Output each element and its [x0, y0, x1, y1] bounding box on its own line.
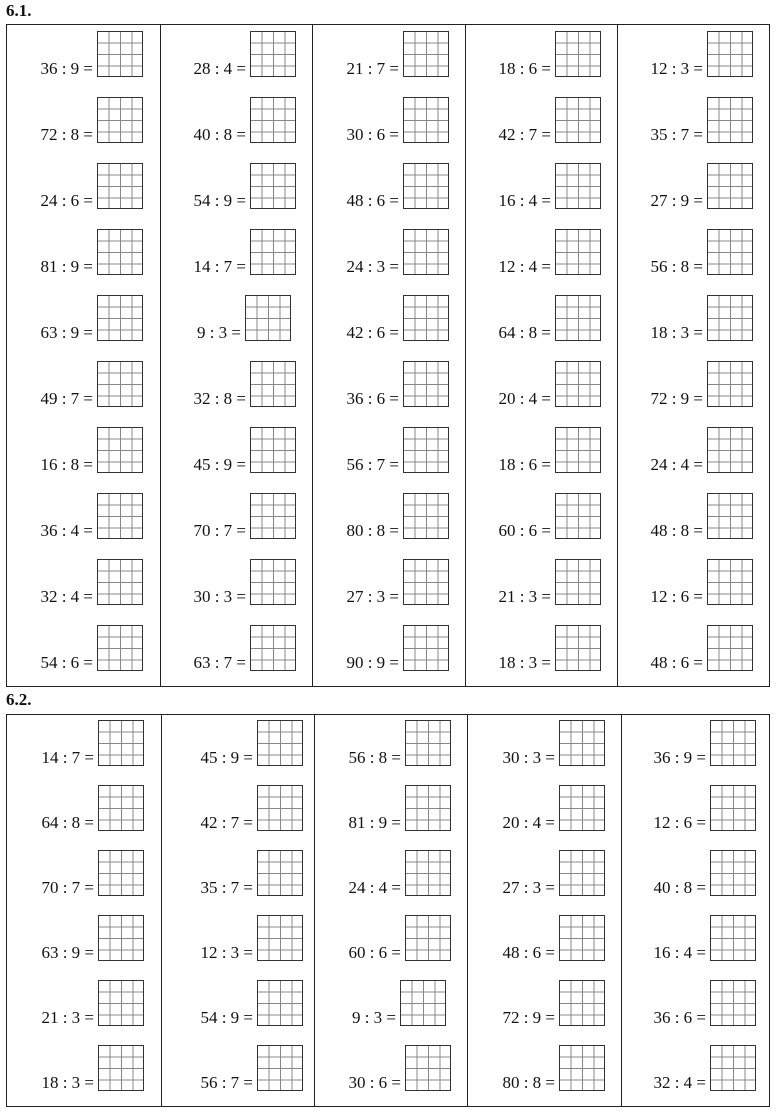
problem-6-2-c1-r1: [7, 720, 144, 770]
answer-grid-box[interactable]: [555, 427, 601, 473]
problem-6-1-c4-r2: [466, 97, 601, 147]
problem-6-2-c4-r1: [468, 720, 605, 770]
division-expression: 63 : 7 =: [193, 653, 246, 672]
answer-grid-box[interactable]: [403, 493, 449, 539]
answer-grid-box[interactable]: [257, 850, 303, 896]
column-2: [160, 25, 313, 686]
answer-grid-box[interactable]: [405, 915, 451, 961]
division-expression: 18 : 6 =: [498, 59, 551, 78]
answer-grid-box[interactable]: [97, 361, 143, 407]
answer-grid-box[interactable]: [555, 229, 601, 275]
division-expression: 72 : 9 =: [502, 1008, 555, 1027]
division-expression: 42 : 6 =: [346, 323, 399, 342]
problem-6-1-c3-r1: [313, 31, 449, 81]
answer-grid-box[interactable]: [707, 361, 753, 407]
division-expression: 36 : 9 =: [40, 59, 93, 78]
problem-6-1-c3-r10: [313, 625, 449, 675]
problem-6-1-c5-r8: [618, 493, 753, 543]
division-expression: 63 : 9 =: [40, 323, 93, 342]
answer-grid-box[interactable]: [250, 163, 296, 209]
division-expression: 24 : 3 =: [346, 257, 399, 276]
problem-6-2-c3-r3: [315, 850, 451, 900]
division-expression: 14 : 7 =: [193, 257, 246, 276]
answer-grid-box[interactable]: [97, 229, 143, 275]
division-expression: 32 : 8 =: [193, 389, 246, 408]
division-expression: 81 : 9 =: [348, 813, 401, 832]
answer-grid-box[interactable]: [707, 229, 753, 275]
answer-grid-box[interactable]: [707, 427, 753, 473]
answer-grid-box[interactable]: [403, 625, 449, 671]
division-expression: 56 : 8 =: [650, 257, 703, 276]
division-expression: 21 : 3 =: [41, 1008, 94, 1027]
answer-grid-box[interactable]: [257, 785, 303, 831]
division-expression: 63 : 9 =: [41, 943, 94, 962]
answer-grid-box[interactable]: [250, 625, 296, 671]
division-expression: 30 : 3 =: [193, 587, 246, 606]
problem-6-1-c4-r1: [466, 31, 601, 81]
problem-6-2-c5-r6: [622, 1045, 756, 1095]
answer-grid-box[interactable]: [403, 163, 449, 209]
division-expression: 36 : 9 =: [653, 748, 706, 767]
column-1: [7, 25, 160, 686]
division-expression: 45 : 9 =: [200, 748, 253, 767]
problem-6-2-c3-r2: [315, 785, 451, 835]
division-expression: 30 : 3 =: [502, 748, 555, 767]
problem-6-2-c1-r5: [7, 980, 144, 1030]
answer-grid-box[interactable]: [98, 1045, 144, 1091]
answer-grid-box[interactable]: [405, 785, 451, 831]
division-expression: 30 : 6 =: [346, 125, 399, 144]
problem-6-1-c2-r1: [161, 31, 296, 81]
problem-6-2-c5-r4: [622, 915, 756, 965]
problem-6-1-c3-r9: [313, 559, 449, 609]
division-expression: 21 : 3 =: [498, 587, 551, 606]
division-expression: 49 : 7 =: [40, 389, 93, 408]
answer-grid-box[interactable]: [559, 850, 605, 896]
division-expression: 70 : 7 =: [193, 521, 246, 540]
answer-grid-box[interactable]: [403, 427, 449, 473]
problem-6-1-c1-r9: [7, 559, 143, 609]
division-expression: 36 : 6 =: [653, 1008, 706, 1027]
division-expression: 12 : 6 =: [650, 587, 703, 606]
answer-grid-box[interactable]: [403, 229, 449, 275]
answer-grid-box[interactable]: [555, 493, 601, 539]
answer-grid-box[interactable]: [555, 295, 601, 341]
problem-6-2-c4-r5: [468, 980, 605, 1030]
division-expression: 36 : 6 =: [346, 389, 399, 408]
division-expression: 72 : 9 =: [650, 389, 703, 408]
answer-grid-box[interactable]: [555, 31, 601, 77]
answer-grid-box[interactable]: [97, 625, 143, 671]
problem-6-1-c2-r6: [161, 361, 296, 411]
division-expression: 16 : 4 =: [498, 191, 551, 210]
problem-6-1-c1-r5: [7, 295, 143, 345]
problem-6-1-c4-r6: [466, 361, 601, 411]
answer-grid-box[interactable]: [403, 97, 449, 143]
problem-grid-6-2: [6, 714, 770, 1107]
division-expression: 40 : 8 =: [193, 125, 246, 144]
problem-6-1-c5-r5: [618, 295, 753, 345]
division-expression: 72 : 8 =: [40, 125, 93, 144]
division-expression: 54 : 6 =: [40, 653, 93, 672]
answer-grid-box[interactable]: [403, 31, 449, 77]
problem-6-1-c1-r2: [7, 97, 143, 147]
column-1: [7, 715, 161, 1106]
division-expression: 18 : 6 =: [498, 455, 551, 474]
problem-6-2-c4-r3: [468, 850, 605, 900]
answer-grid-box[interactable]: [710, 1045, 756, 1091]
column-3: [312, 25, 466, 686]
division-expression: 40 : 8 =: [653, 878, 706, 897]
answer-grid-box[interactable]: [250, 427, 296, 473]
division-expression: 54 : 9 =: [200, 1008, 253, 1027]
problem-6-2-c4-r4: [468, 915, 605, 965]
problem-6-2-c1-r3: [7, 850, 144, 900]
problem-6-2-c2-r5: [162, 980, 303, 1030]
problem-6-2-c5-r1: [622, 720, 756, 770]
division-expression: 45 : 9 =: [193, 455, 246, 474]
problem-6-2-c3-r5: [315, 980, 446, 1030]
problem-6-1-c4-r9: [466, 559, 601, 609]
problem-6-1-c5-r6: [618, 361, 753, 411]
problem-6-2-c5-r3: [622, 850, 756, 900]
division-expression: 18 : 3 =: [498, 653, 551, 672]
problem-6-1-c4-r4: [466, 229, 601, 279]
problem-6-2-c1-r4: [7, 915, 144, 965]
answer-grid-box[interactable]: [707, 625, 753, 671]
problem-6-2-c5-r5: [622, 980, 756, 1030]
problem-6-2-c2-r2: [162, 785, 303, 835]
division-expression: 20 : 4 =: [498, 389, 551, 408]
answer-grid-box[interactable]: [250, 31, 296, 77]
answer-grid-box[interactable]: [555, 97, 601, 143]
problem-6-1-c1-r7: [7, 427, 143, 477]
answer-grid-box[interactable]: [257, 1045, 303, 1091]
answer-grid-box[interactable]: [555, 625, 601, 671]
problem-6-1-c2-r9: [161, 559, 296, 609]
answer-grid-box[interactable]: [97, 295, 143, 341]
answer-grid-box[interactable]: [245, 295, 291, 341]
problem-6-1-c4-r8: [466, 493, 601, 543]
answer-grid-box[interactable]: [97, 31, 143, 77]
division-expression: 32 : 4 =: [40, 587, 93, 606]
division-expression: 27 : 3 =: [346, 587, 399, 606]
division-expression: 24 : 4 =: [650, 455, 703, 474]
answer-grid-box[interactable]: [559, 980, 605, 1026]
problem-6-1-c4-r7: [466, 427, 601, 477]
division-expression: 36 : 4 =: [40, 521, 93, 540]
problem-6-1-c1-r3: [7, 163, 143, 213]
division-expression: 9 : 3 =: [196, 323, 241, 342]
column-5: [617, 25, 770, 686]
problem-6-1-c5-r1: [618, 31, 753, 81]
answer-grid-box[interactable]: [400, 980, 446, 1026]
division-expression: 81 : 9 =: [40, 257, 93, 276]
answer-grid-box[interactable]: [98, 785, 144, 831]
answer-grid-box[interactable]: [97, 493, 143, 539]
column-2: [161, 715, 315, 1106]
division-expression: 56 : 8 =: [348, 748, 401, 767]
problem-6-2-c2-r1: [162, 720, 303, 770]
answer-grid-box[interactable]: [405, 1045, 451, 1091]
division-expression: 12 : 4 =: [498, 257, 551, 276]
problem-6-2-c2-r3: [162, 850, 303, 900]
answer-grid-box[interactable]: [710, 980, 756, 1026]
answer-grid-box[interactable]: [98, 915, 144, 961]
answer-grid-box[interactable]: [710, 850, 756, 896]
answer-grid-box[interactable]: [559, 1045, 605, 1091]
answer-grid-box[interactable]: [250, 361, 296, 407]
division-expression: 48 : 6 =: [346, 191, 399, 210]
problem-6-1-c3-r2: [313, 97, 449, 147]
answer-grid-box[interactable]: [97, 427, 143, 473]
problem-6-1-c2-r10: [161, 625, 296, 675]
problem-6-1-c3-r8: [313, 493, 449, 543]
problem-6-2-c1-r2: [7, 785, 144, 835]
division-expression: 48 : 8 =: [650, 521, 703, 540]
answer-grid-box[interactable]: [707, 163, 753, 209]
problem-6-1-c2-r8: [161, 493, 296, 543]
division-expression: 16 : 4 =: [653, 943, 706, 962]
division-expression: 12 : 3 =: [650, 59, 703, 78]
section-title-6-2: 6.2.: [6, 690, 32, 709]
division-expression: 35 : 7 =: [200, 878, 253, 897]
division-expression: 16 : 8 =: [40, 455, 93, 474]
problem-6-1-c5-r10: [618, 625, 753, 675]
problem-6-1-c1-r4: [7, 229, 143, 279]
section-title-6-1: 6.1.: [6, 1, 32, 20]
answer-grid-box[interactable]: [555, 559, 601, 605]
problem-6-1-c2-r4: [161, 229, 296, 279]
answer-grid-box[interactable]: [257, 980, 303, 1026]
answer-grid-box[interactable]: [555, 163, 601, 209]
answer-grid-box[interactable]: [250, 229, 296, 275]
problem-6-1-c5-r9: [618, 559, 753, 609]
division-expression: 12 : 6 =: [653, 813, 706, 832]
answer-grid-box[interactable]: [250, 97, 296, 143]
problem-6-1-c3-r7: [313, 427, 449, 477]
division-expression: 42 : 7 =: [498, 125, 551, 144]
division-expression: 42 : 7 =: [200, 813, 253, 832]
answer-grid-box[interactable]: [710, 785, 756, 831]
problem-6-1-c5-r3: [618, 163, 753, 213]
problem-6-1-c4-r3: [466, 163, 601, 213]
answer-grid-box[interactable]: [250, 493, 296, 539]
problem-6-1-c2-r3: [161, 163, 296, 213]
answer-grid-box[interactable]: [403, 295, 449, 341]
division-expression: 35 : 7 =: [650, 125, 703, 144]
division-expression: 21 : 7 =: [346, 59, 399, 78]
division-expression: 64 : 8 =: [41, 813, 94, 832]
problem-6-1-c2-r7: [161, 427, 296, 477]
problem-6-1-c2-r5: [161, 295, 291, 345]
answer-grid-box[interactable]: [98, 850, 144, 896]
division-expression: 90 : 9 =: [346, 653, 399, 672]
answer-grid-box[interactable]: [559, 785, 605, 831]
division-expression: 70 : 7 =: [41, 878, 94, 897]
answer-grid-box[interactable]: [257, 915, 303, 961]
answer-grid-box[interactable]: [97, 97, 143, 143]
answer-grid-box[interactable]: [97, 163, 143, 209]
problem-6-1-c2-r2: [161, 97, 296, 147]
division-expression: 32 : 4 =: [653, 1073, 706, 1092]
division-expression: 27 : 3 =: [502, 878, 555, 897]
division-expression: 56 : 7 =: [346, 455, 399, 474]
problem-6-1-c1-r1: [7, 31, 143, 81]
answer-grid-box[interactable]: [707, 31, 753, 77]
problem-6-2-c3-r4: [315, 915, 451, 965]
division-expression: 24 : 6 =: [40, 191, 93, 210]
problem-6-1-c4-r10: [466, 625, 601, 675]
problem-6-1-c3-r4: [313, 229, 449, 279]
column-3: [314, 715, 468, 1106]
division-expression: 80 : 8 =: [502, 1073, 555, 1092]
division-expression: 56 : 7 =: [200, 1073, 253, 1092]
column-4: [467, 715, 622, 1106]
division-expression: 28 : 4 =: [193, 59, 246, 78]
division-expression: 60 : 6 =: [498, 521, 551, 540]
answer-grid-box[interactable]: [559, 720, 605, 766]
problem-6-1-c5-r2: [618, 97, 753, 147]
answer-grid-box[interactable]: [710, 915, 756, 961]
division-expression: 54 : 9 =: [193, 191, 246, 210]
answer-grid-box[interactable]: [710, 720, 756, 766]
problem-6-2-c5-r2: [622, 785, 756, 835]
column-5: [621, 715, 770, 1106]
problem-6-1-c5-r4: [618, 229, 753, 279]
division-expression: 60 : 6 =: [348, 943, 401, 962]
answer-grid-box[interactable]: [707, 493, 753, 539]
problem-6-1-c1-r8: [7, 493, 143, 543]
problem-6-1-c3-r6: [313, 361, 449, 411]
problem-6-2-c1-r6: [7, 1045, 144, 1095]
division-expression: 27 : 9 =: [650, 191, 703, 210]
answer-grid-box[interactable]: [405, 850, 451, 896]
answer-grid-box[interactable]: [403, 361, 449, 407]
answer-grid-box[interactable]: [405, 720, 451, 766]
division-expression: 24 : 4 =: [348, 878, 401, 897]
answer-grid-box[interactable]: [707, 97, 753, 143]
division-expression: 48 : 6 =: [650, 653, 703, 672]
problem-6-1-c3-r3: [313, 163, 449, 213]
answer-grid-box[interactable]: [98, 980, 144, 1026]
problem-6-2-c4-r2: [468, 785, 605, 835]
answer-grid-box[interactable]: [403, 559, 449, 605]
division-expression: 80 : 8 =: [346, 521, 399, 540]
problem-6-1-c1-r6: [7, 361, 143, 411]
answer-grid-box[interactable]: [97, 559, 143, 605]
problem-grid-6-1: [6, 24, 770, 687]
problem-6-2-c2-r4: [162, 915, 303, 965]
problem-6-2-c3-r1: [315, 720, 451, 770]
division-expression: 20 : 4 =: [502, 813, 555, 832]
problem-6-1-c3-r5: [313, 295, 449, 345]
answer-grid-box[interactable]: [250, 559, 296, 605]
answer-grid-box[interactable]: [257, 720, 303, 766]
problem-6-2-c2-r6: [162, 1045, 303, 1095]
answer-grid-box[interactable]: [707, 559, 753, 605]
answer-grid-box[interactable]: [98, 720, 144, 766]
division-expression: 48 : 6 =: [502, 943, 555, 962]
problem-6-2-c4-r6: [468, 1045, 605, 1095]
division-expression: 14 : 7 =: [41, 748, 94, 767]
division-expression: 64 : 8 =: [498, 323, 551, 342]
answer-grid-box[interactable]: [555, 361, 601, 407]
problem-6-1-c4-r5: [466, 295, 601, 345]
answer-grid-box[interactable]: [559, 915, 605, 961]
division-expression: 30 : 6 =: [348, 1073, 401, 1092]
answer-grid-box[interactable]: [707, 295, 753, 341]
problem-6-2-c3-r6: [315, 1045, 451, 1095]
problem-6-1-c5-r7: [618, 427, 753, 477]
division-expression: 12 : 3 =: [200, 943, 253, 962]
problem-6-1-c1-r10: [7, 625, 143, 675]
division-expression: 9 : 3 =: [351, 1008, 396, 1027]
division-expression: 18 : 3 =: [41, 1073, 94, 1092]
column-4: [465, 25, 618, 686]
division-expression: 18 : 3 =: [650, 323, 703, 342]
